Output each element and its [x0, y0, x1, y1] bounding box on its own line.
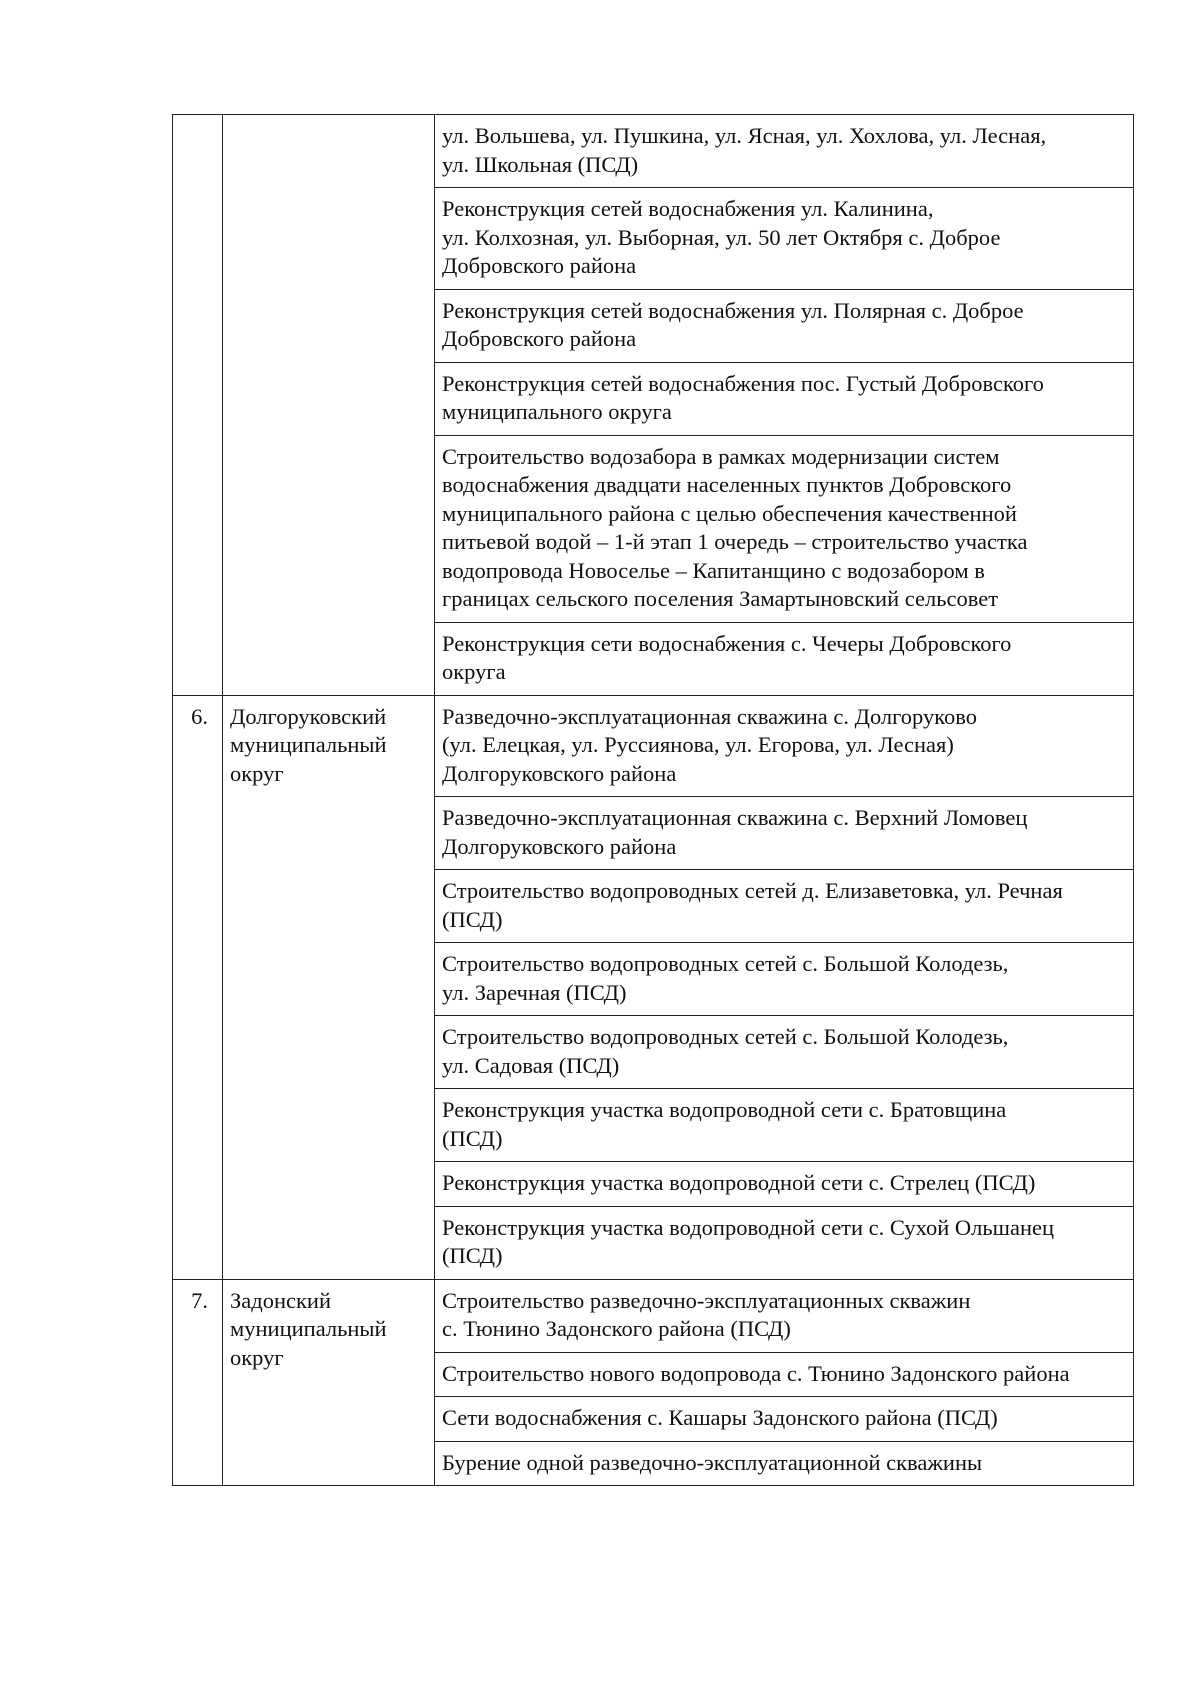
- table-row: [173, 695, 1134, 797]
- object-description: Реконструкция участка водопроводной сети с. Братовщина (ПСД): [435, 1089, 1134, 1162]
- object-description: Реконструкция сети водоснабжения с. Чечеры Добровского округа: [435, 622, 1134, 695]
- table-row: [173, 115, 1134, 188]
- row-number: 7.: [173, 1279, 223, 1486]
- document-table: [172, 114, 1134, 1486]
- object-description: Строительство водопроводных сетей с. Большой Колодезь, ул. Садовая (ПСД): [435, 1016, 1134, 1089]
- object-description: Реконструкция сетей водоснабжения ул. Полярная с. Доброе Добровского района: [435, 289, 1134, 362]
- object-description: Строительство разведочно-эксплуатационных скважин с. Тюнино Задонского района (ПСД): [435, 1279, 1134, 1352]
- object-description: Строительство нового водопровода с. Тюнино Задонского района: [435, 1352, 1134, 1397]
- row-number: 6.: [173, 695, 223, 1279]
- object-description: Сети водоснабжения с. Кашары Задонского района (ПСД): [435, 1397, 1134, 1442]
- object-description: Разведочно-эксплуатационная скважина с. Верхний Ломовец Долгоруковского района: [435, 797, 1134, 870]
- object-description: Разведочно-эксплуатационная скважина с. Долгоруково (ул. Елецкая, ул. Руссиянова, ул. Егорова, ул. Лесная) Долгоруковского района: [435, 695, 1134, 797]
- object-description: Бурение одной разведочно-эксплуатационной скважины: [435, 1441, 1134, 1486]
- object-description: Строительство водозабора в рамках модернизации систем водоснабжения двадцати населенных пунктов Добровского муниципального района с целью обеспечения качественной питьевой водой – 1-й этап 1 очередь – строительство участка водопровода Новоселье – Капитанщино с водозабором в границах сельского поселения Замартыновский сельсовет: [435, 435, 1134, 622]
- object-description: Реконструкция сетей водоснабжения пос. Густый Добровского муниципального округа: [435, 362, 1134, 435]
- row-number: [173, 115, 223, 696]
- object-description: Реконструкция участка водопроводной сети с. Сухой Ольшанец (ПСД): [435, 1206, 1134, 1279]
- document-table-body: [173, 115, 1134, 1486]
- object-description: Строительство водопроводных сетей с. Большой Колодезь, ул. Заречная (ПСД): [435, 943, 1134, 1016]
- district-name: [223, 115, 435, 696]
- object-description: Реконструкция участка водопроводной сети с. Стрелец (ПСД): [435, 1162, 1134, 1207]
- object-description: Строительство водопроводных сетей д. Елизаветовка, ул. Речная (ПСД): [435, 870, 1134, 943]
- object-description: Реконструкция сетей водоснабжения ул. Калинина, ул. Колхозная, ул. Выборная, ул. 50 лет Октября с. Доброе Добровского района: [435, 188, 1134, 290]
- object-description: ул. Вольшева, ул. Пушкина, ул. Ясная, ул. Хохлова, ул. Лесная, ул. Школьная (ПСД): [435, 115, 1134, 188]
- district-name: Задонский муниципальный округ: [223, 1279, 435, 1486]
- table-row: [173, 1279, 1134, 1352]
- district-name: Долгоруковский муниципальный округ: [223, 695, 435, 1279]
